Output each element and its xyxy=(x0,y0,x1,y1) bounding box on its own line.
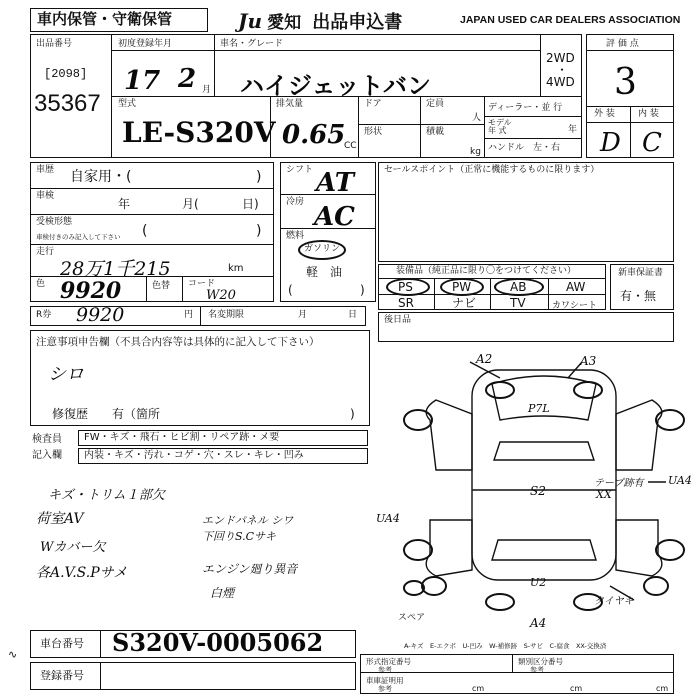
registration-year: 17 xyxy=(124,66,161,96)
equip-navi: ナビ xyxy=(452,296,477,310)
lot-label: 出品番号 xyxy=(36,39,73,49)
shift-value: AT xyxy=(316,168,355,198)
rating-value: 3 xyxy=(614,62,637,103)
cert-ref: 参考 xyxy=(378,685,392,693)
ac-label: 冷房 xyxy=(286,197,305,207)
form-spec-label: 形式指定番号 xyxy=(366,657,411,666)
equip-tv: TV xyxy=(510,296,526,310)
color-code-label: コード xyxy=(188,279,216,289)
inspector-note-8: 白煙 xyxy=(210,586,235,600)
inspection-day: 日) xyxy=(242,197,259,211)
interior-label: 内 装 xyxy=(638,109,659,119)
diag-tire: タイヤキ xyxy=(594,596,634,607)
chassis-value: S320V-0005062 xyxy=(112,628,324,657)
diag-ua4-right: UA4 xyxy=(668,474,692,487)
interior-value: C xyxy=(642,128,662,158)
cm-2: cm xyxy=(570,684,583,693)
ju-logo-mark: Ju xyxy=(238,9,263,33)
cm-1: cm xyxy=(472,684,485,693)
equip-ab: AB xyxy=(510,280,527,294)
sales-point-label: セールスポイント（正常に機能するものに限ります） xyxy=(384,165,600,175)
fuel-open: ( xyxy=(288,283,293,297)
sales-point-frame xyxy=(378,162,674,262)
notes-label: 注意事項申告欄（不具合内容等は具体的に記入して下さい） xyxy=(36,336,320,348)
model-year-label: モデル 年 式 xyxy=(488,118,512,135)
brand-name: 愛知 xyxy=(267,13,302,33)
warranty-label: 新車保証書 xyxy=(618,268,664,278)
diag-a4: A4 xyxy=(530,616,547,630)
mileage-label: 走行 xyxy=(36,247,55,257)
shape-label: 形状 xyxy=(364,127,383,137)
repair-label: 修復歴 有（箇所 xyxy=(52,407,161,421)
color-label: 色 xyxy=(36,279,46,289)
margin-mark: ∿ xyxy=(8,648,18,661)
color-change-label: 色替 xyxy=(152,281,171,291)
fuel-close: ) xyxy=(360,283,365,297)
inspector-row1-text: FW・キズ・飛石・ヒビ割・リペア跡・メ要 xyxy=(84,432,280,443)
model-label: 型式 xyxy=(118,99,137,109)
inspector-note-2: 荷室AV xyxy=(36,511,84,527)
diag-tape: テープ跡有 xyxy=(594,478,644,489)
inspector-label: 検査員 記入欄 xyxy=(32,434,62,461)
displacement-value: 0.65 xyxy=(282,120,346,150)
chassis-label: 車台番号 xyxy=(40,637,84,650)
color-code-value: W20 xyxy=(206,288,236,303)
inspector-row2-text: 内装・キズ・汚れ・コゲ・穴・スレ・キレ・凹み xyxy=(84,450,304,461)
inspection-month: 月( xyxy=(182,197,199,211)
inspector-note-1: キズ・トリム１部欠 xyxy=(48,488,165,503)
inspection-label: 車検 xyxy=(36,191,55,201)
inspector-note-5: エンドパネル シワ xyxy=(202,514,294,527)
load-label: 積載 xyxy=(426,127,445,137)
class-label: 類別区分番号 xyxy=(518,657,563,666)
equip-seat: カワシート xyxy=(552,301,598,311)
diag-u2: U2 xyxy=(530,576,547,589)
title-change-label: 名変期限 xyxy=(208,310,245,320)
mileage-unit: km xyxy=(228,263,244,274)
recycle-label: R券 xyxy=(36,310,52,320)
diag-p7l: P7L xyxy=(528,402,550,415)
equip-sr: SR xyxy=(398,296,414,310)
storage-box xyxy=(30,8,208,32)
ac-value: AC xyxy=(314,202,355,232)
doors-label: ドア xyxy=(364,99,382,109)
recv-label: 受検形態 xyxy=(36,217,73,227)
cm-3: cm xyxy=(656,684,669,693)
capacity-label: 定員 xyxy=(426,99,445,109)
capacity-unit: 人 xyxy=(472,113,482,123)
displacement-unit: CC xyxy=(344,141,357,151)
class-ref: 参考 xyxy=(530,666,544,674)
inspector-note-7: エンジン廻り異音 xyxy=(202,562,298,576)
equip-ps: PS xyxy=(398,280,413,294)
car-name-value: ハイジェットバン xyxy=(240,71,432,100)
post-items-label: 後日品 xyxy=(384,315,412,325)
car-name-label: 車名・グレード xyxy=(220,39,284,49)
storage-label: 車内保管・守衛保管 xyxy=(37,10,173,28)
diag-ua4-left: UA4 xyxy=(376,512,400,525)
inspection-year: 年 xyxy=(118,197,131,211)
displacement-label: 排気量 xyxy=(276,99,304,109)
year-unit: 年 xyxy=(568,125,578,135)
dealer-label: ディーラー・並 行 xyxy=(488,103,563,113)
warranty-value: 有・無 xyxy=(620,289,657,303)
drive-4wd: 4WD xyxy=(546,75,575,89)
registration-label: 初度登録年月 xyxy=(118,39,173,49)
ju-logo xyxy=(238,8,402,34)
diag-s2: S2 xyxy=(530,484,546,498)
fuel-label: 燃料 xyxy=(286,231,305,241)
diag-a2: A2 xyxy=(476,352,493,366)
notes-text: シロ xyxy=(48,364,84,385)
drive-2wd: 2WD xyxy=(546,51,575,65)
drive-dot: ・ xyxy=(556,63,569,77)
inspector-note-6: 下回りS.Cサキ xyxy=(202,530,277,543)
title-change-day: 日 xyxy=(348,310,358,320)
diag-a3: A3 xyxy=(580,354,597,368)
load-unit: kg xyxy=(470,147,481,157)
post-items-frame xyxy=(378,312,674,342)
registration-month-unit: 月 xyxy=(202,85,212,95)
equip-pw: PW xyxy=(452,280,472,294)
recv-close: ) xyxy=(256,223,262,239)
history-label: 車歴 xyxy=(36,165,55,175)
fuel-gas: ガソリン xyxy=(304,244,341,254)
equip-aw: AW xyxy=(566,280,586,294)
form-title: 出品申込書 xyxy=(312,12,403,33)
inspector-note-4: 各A.V.S.Pサメ xyxy=(36,565,128,581)
exterior-label: 外 装 xyxy=(594,109,615,119)
association-name: JAPAN USED CAR DEALERS ASSOCIATION xyxy=(460,14,681,26)
history-value: 自家用・( xyxy=(70,169,132,185)
model-value: LE-S320V xyxy=(122,116,276,149)
inspector-note-3: Wカバー欠 xyxy=(40,540,106,555)
registration-month: 2 xyxy=(178,64,197,94)
repair-close: ) xyxy=(350,407,355,421)
recycle-value: 9920 xyxy=(76,304,125,326)
form-spec-ref: 参考 xyxy=(378,666,392,674)
diagram-legend: A-キズ E-エクボ U-凹み W-補修跡 S-サビ C-腐食 XX-交換済 xyxy=(404,642,607,650)
lot-number: 35367 xyxy=(34,90,101,117)
title-change-month: 月 xyxy=(298,310,308,320)
cert-label: 車庫証明用 xyxy=(366,676,404,685)
plate-label: 登録番号 xyxy=(40,669,84,682)
recv-note: 車検付きのみ記入して下さい xyxy=(36,233,121,241)
diag-xx: XX xyxy=(596,488,612,501)
handle-label: ハンドル 左・右 xyxy=(488,143,561,153)
mileage-value: 28万1千215 xyxy=(60,258,171,280)
rating-label: 評 価 点 xyxy=(606,39,639,49)
diag-spare: スペア xyxy=(398,613,426,623)
shift-label: シフト xyxy=(286,165,314,175)
color-value: 9920 xyxy=(60,278,122,304)
fuel-diesel: 軽 油 xyxy=(306,265,343,279)
recycle-unit: 円 xyxy=(184,310,194,320)
history-close: ) xyxy=(256,169,262,185)
lot-sub-number: [2098] xyxy=(44,67,88,81)
equipment-label: 装備品（純正品に限り〇をつけてください） xyxy=(396,266,577,276)
recv-open: ( xyxy=(142,223,148,239)
exterior-value: D xyxy=(600,128,621,158)
